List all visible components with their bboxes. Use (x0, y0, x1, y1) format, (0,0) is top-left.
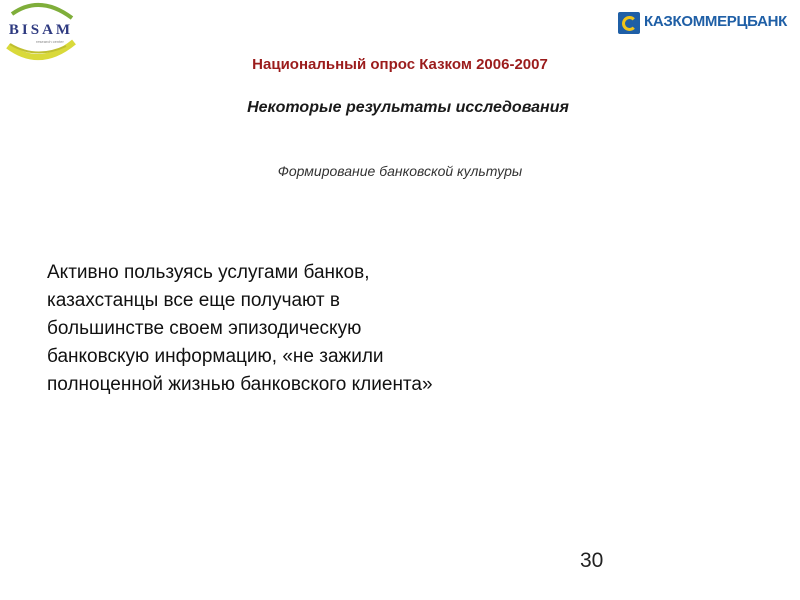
body-line: банковскую информацию, «не зажили (47, 346, 384, 367)
body-line: Активно пользуясь услугами банков, (47, 262, 370, 283)
body-line: казахстанцы все еще получают в (47, 290, 340, 311)
section-subtitle: Формирование банковской культуры (277, 163, 523, 179)
page-number: 30 (580, 549, 604, 572)
kazkommertsbank-mark-icon (618, 12, 640, 34)
kazkommertsbank-logo-text: КАЗКОММЕРЦБАНК (644, 13, 787, 30)
body-line: полноценной жизнью банковского клиента» (47, 374, 433, 395)
results-heading: Некоторые результаты исследования (247, 99, 569, 116)
bisam-logo-subtext: research center (36, 39, 64, 44)
bisam-logo (0, 0, 82, 62)
body-paragraph (47, 259, 567, 399)
body-line: большинстве своем эпизодическую (47, 318, 362, 339)
bisam-logo-text: BISAM (8, 22, 74, 38)
survey-title: Национальный опрос Казком 2006-2007 (252, 56, 548, 73)
kazkommertsbank-logo (618, 11, 790, 37)
